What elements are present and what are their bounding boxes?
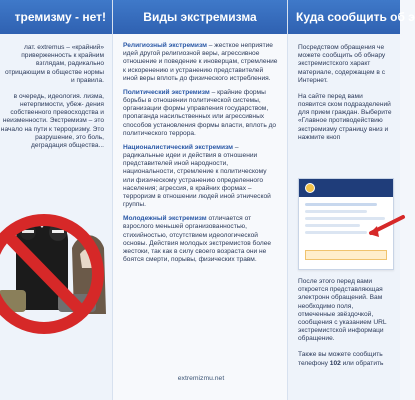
middle-text-block xyxy=(113,34,287,264)
website-url[interactable]: extremizmu.net xyxy=(177,375,225,382)
screenshot-line xyxy=(305,224,360,227)
red-arrow-icon xyxy=(361,215,405,241)
phone-number[interactable]: 102 xyxy=(329,359,341,367)
right-lower-text xyxy=(298,278,392,376)
political-extremism-title: Политический экстремизм xyxy=(123,88,210,96)
religious-extremism-title: Религиозный экстремизм xyxy=(123,42,207,49)
left-header xyxy=(0,0,112,34)
left-column xyxy=(0,0,112,400)
middle-header xyxy=(113,0,287,34)
left-text-block xyxy=(0,34,112,150)
left-paragraph-1: лат. extremus – «крайний» приверженность к крайним взглядам, радикально отрицающим в обществе нормы и правила. xyxy=(4,44,104,84)
right-paragraph-1: Посредством обращения че можете сообщить об обнару экстремистского характ материале, содержащем в с Интернет. xyxy=(298,44,386,84)
middle-header-text: Виды экстремизма xyxy=(143,10,257,24)
political-extremism-paragraph xyxy=(123,89,279,138)
nationalist-extremism-title: Националистический экстремизм xyxy=(123,143,234,151)
prohibition-sign-illustration xyxy=(0,170,118,360)
screenshot-header xyxy=(299,179,393,197)
right-p4-suffix: или обратить xyxy=(340,359,384,367)
left-paragraph-2: в очередь, идеология. лизма, нетерпимости, убеж- дения собственного превосходства и неизменности. Экстремизм – это начало на пути к терроризму. Это разрушение, это боль, деградация общества... xyxy=(0,92,104,149)
right-paragraph-4 xyxy=(298,351,392,367)
right-paragraph-2: На сайте перед вами появится ском подразделений для прием граждан. Выберите «Главное противодействию экстремизму страницу вниз и нажмите кноп xyxy=(298,92,392,141)
middle-column xyxy=(112,0,288,400)
youth-extremism-paragraph xyxy=(123,215,279,264)
screenshot-line xyxy=(305,210,367,213)
right-p4-prefix: Также вы можете сообщить телефону xyxy=(298,351,383,367)
screenshot-line xyxy=(305,203,377,206)
website-screenshot xyxy=(298,178,394,270)
right-header-text: Куда сообщить об э xyxy=(296,10,415,24)
screenshot-highlighted-row xyxy=(305,250,387,260)
right-column xyxy=(288,0,415,400)
political-extremism-text: – крайние формы борьбы в отношении политической системы, организации формы управления государством, пропаганда насильственных или агрессивных способов установления формы власти, вплоть до политического террора. xyxy=(123,88,277,137)
emblem-icon xyxy=(305,183,315,193)
right-header xyxy=(288,0,415,34)
screenshot-line xyxy=(305,231,367,234)
youth-extremism-title: Молодежный экстремизм xyxy=(123,215,207,223)
right-paragraph-3: После этого перед вами откроется представляющая электронн обращений. Вам необходимо поля, отмеченные звёздочкой, сообщения с указанием URL экстремистской информаци обращение. xyxy=(298,278,387,343)
nationalist-extremism-paragraph xyxy=(123,144,279,209)
nationalist-extremism-text: – радикальные идеи и действия в отношении представителей иной народности, национальности, стремление к политическому или физическому устранению определенного населения; агрессия, в крайних формах – терроризм в отношении людей иной этнической группы. xyxy=(123,143,271,209)
right-text-block xyxy=(288,34,400,142)
youth-extremism-text: отличается от взрослого меньшей организованностью, стихийностью, отсутствием идеологической основы. Действия молодых экстремистов более жестоки, так как в силу своего возраста они не боятся смерти, порывы, физических травм. xyxy=(123,215,272,264)
religious-extremism-paragraph xyxy=(123,42,279,83)
left-header-text: тремизму - нет! xyxy=(14,10,106,24)
religious-extremism-text: – жесткое неприятие идей другой религиозной веры, агрессивное отношение и поведение к иноверцам, стремление к искоренению и устранению представителей иной веры вплоть до физического истребления. xyxy=(123,42,278,82)
